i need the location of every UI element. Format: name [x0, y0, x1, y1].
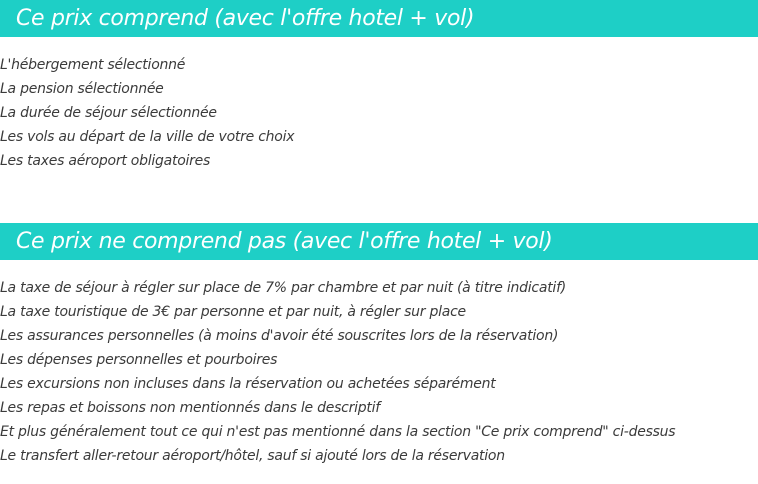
price-excludes-list [0, 276, 675, 468]
price-excludes-heading: Ce prix ne comprend pas (avec l'offre hotel + vol) [0, 223, 758, 260]
list-item: Les dépenses personnelles et pourboires [0, 352, 278, 368]
list-item: La pension sélectionnée [0, 81, 164, 97]
price-includes-heading: Ce prix comprend (avec l'offre hotel + vol) [0, 0, 758, 37]
list-item: Les vols au départ de la ville de votre choix [0, 129, 295, 145]
list-item: L'hébergement sélectionné [0, 57, 186, 73]
list-item: Les assurances personnelles (à moins d'avoir été souscrites lors de la réservation) [0, 328, 559, 344]
list-item: Les excursions non incluses dans la réservation ou achetées séparément [0, 376, 496, 392]
list-item: La taxe de séjour à régler sur place de 7% par chambre et par nuit (à titre indicatif) [0, 280, 566, 296]
list-item: Le transfert aller-retour aéroport/hôtel, sauf si ajouté lors de la réservation [0, 448, 505, 464]
price-includes-list [0, 53, 294, 173]
list-item: Les taxes aéroport obligatoires [0, 153, 211, 169]
list-item: Et plus généralement tout ce qui n'est pas mentionné dans la section "Ce prix comprend" ci-dessus [0, 424, 676, 440]
list-item: La taxe touristique de 3€ par personne et par nuit, à régler sur place [0, 304, 466, 320]
list-item: La durée de séjour sélectionnée [0, 105, 217, 121]
list-item: Les repas et boissons non mentionnés dans le descriptif [0, 400, 380, 416]
